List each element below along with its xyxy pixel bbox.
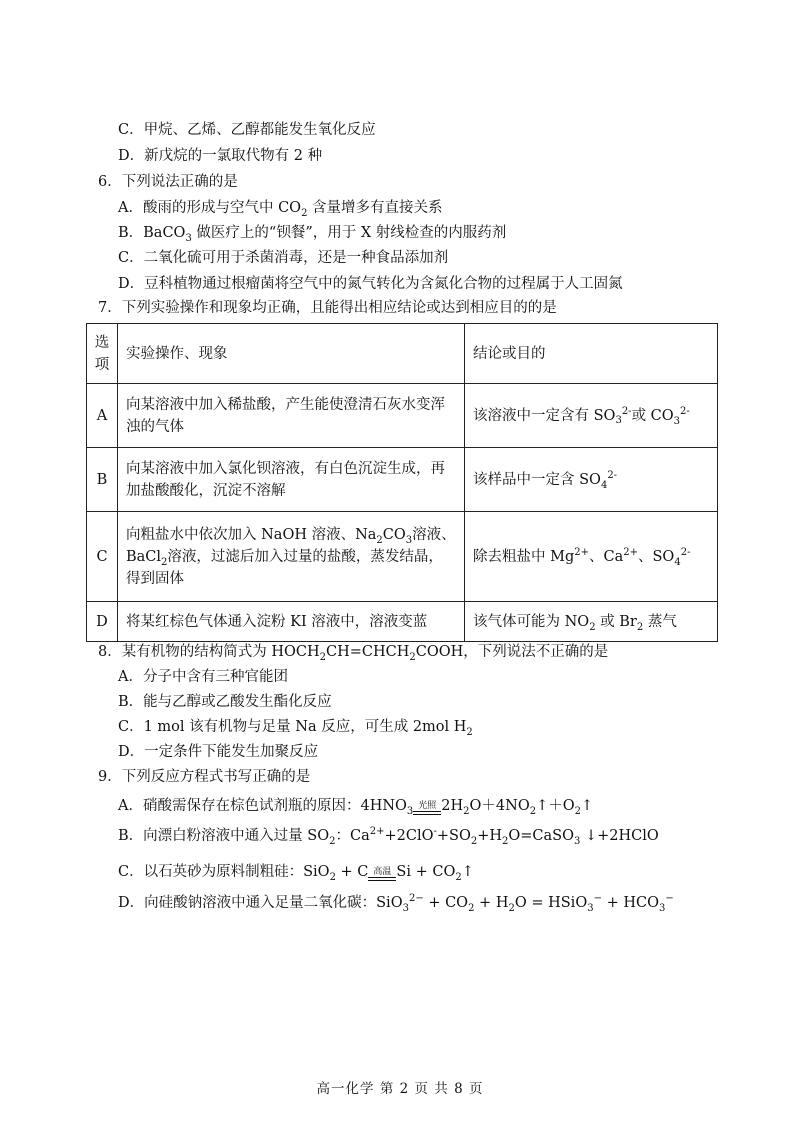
header-result: 结论或目的 — [465, 324, 718, 384]
row-operation: 将某红棕色气体通入淀粉 KI 溶液中，溶液变蓝 — [118, 602, 465, 642]
q6-option-a: A．酸雨的形成与空气中 $CO_2$ 含量增多有直接关系 — [118, 200, 443, 219]
q6-option-c: C．二氧化硫可用于杀菌消毒，还是一种食品添加剂 — [118, 250, 449, 266]
row-result: 除去粗盐中 $Mg^{2+}$、$Ca^{2+}$、$SO_4^{2-}$ — [465, 512, 718, 602]
row-key: A — [87, 384, 118, 448]
row-key: B — [87, 448, 118, 512]
header-key: 选 项 — [87, 324, 118, 384]
q8-option-b: B．能与乙醇或乙酸发生酯化反应 — [118, 694, 332, 710]
row-result: 该溶液中一定含有 $SO_3^{2-}$或 $CO_3^{2-}$ — [465, 384, 718, 448]
table-row — [87, 384, 718, 448]
q7-stem: 7．下列实验操作和现象均正确，且能得出相应结论或达到相应目的的是 — [98, 300, 557, 316]
q8-stem: 8．某有机物的结构简式为 $HOCH_2CH=CHCH_2COOH$，下列说法不正确的是 — [98, 644, 609, 663]
row-result: 该样品中一定含 $SO_4^{2-}$ — [465, 448, 718, 512]
page-footer: 高一化学 第 2 页 共 8 页 — [316, 1081, 484, 1097]
q6-option-b: B．BaCO$_3$ 做医疗上的“钡餐”，用于 X 射线检查的内服药剂 — [118, 225, 507, 244]
condition-arrow: 高温 — [368, 867, 396, 881]
condition-arrow: 光照 — [413, 801, 441, 815]
q8-option-a: A．分子中含有三种官能团 — [118, 669, 288, 685]
q9-stem: 9．下列反应方程式书写正确的是 — [98, 769, 311, 785]
row-operation: 向某溶液中加入氯化钡溶液，有白色沉淀生成，再加盐酸酸化，沉淀不溶解 — [118, 448, 465, 512]
q9-option-c: C．以石英砂为原料制粗硅：SiO$_2$ + C 高温 $Si + CO_2↑$ — [118, 864, 474, 883]
row-key: D — [87, 602, 118, 642]
experiment-table — [86, 323, 718, 642]
q8-option-d: D．一定条件下能发生加聚反应 — [118, 744, 319, 760]
row-result: 该气体可能为 $NO_2$ 或 $Br_2$ 蒸气 — [465, 602, 718, 642]
q8-option-c: C．1 mol 该有机物与足量 Na 反应，可生成 2mol $H_2$ — [118, 719, 473, 738]
table-header-row — [87, 324, 718, 384]
q5-option-d: D．新戊烷的一氯取代物有 2 种 — [118, 148, 323, 164]
table-row — [87, 602, 718, 642]
row-operation: 向某溶液中加入稀盐酸，产生能使澄清石灰水变浑浊的气体 — [118, 384, 465, 448]
q6-stem: 6．下列说法正确的是 — [98, 174, 238, 190]
q9-option-a: A．硝酸需保存在棕色试剂瓶的原因：$4HNO_3$ 光照 $2H_2O+4NO_2↑+O_2↑$ — [118, 798, 594, 817]
row-operation: 向粗盐水中依次加入 NaOH 溶液、$Na_2CO_3$溶液、BaCl$_2$溶液，过滤后加入过量的盐酸，蒸发结晶，得到固体 — [118, 512, 465, 602]
q5-option-c: C．甲烷、乙烯、乙醇都能发生氧化反应 — [118, 122, 376, 138]
table-row — [87, 512, 718, 602]
row-key: C — [87, 512, 118, 602]
q9-option-b: B．向漂白粉溶液中通入过量 $SO_2$：$Ca^{2+}+2ClO^-+SO_2+H_2O=CaSO_3$ ↓+2HClO — [118, 826, 659, 847]
table-row — [87, 448, 718, 512]
header-operation: 实验操作、现象 — [118, 324, 465, 384]
q6-option-d: D．豆科植物通过根瘤菌将空气中的氮气转化为含氮化合物的过程属于人工固氮 — [118, 276, 623, 292]
q9-option-d: D．向硅酸钠溶液中通入足量二氧化碳：$SiO_3^{2-} + CO_2 + H_2O$ = HSiO$_3$− + $HCO_3^-$ — [118, 893, 674, 914]
